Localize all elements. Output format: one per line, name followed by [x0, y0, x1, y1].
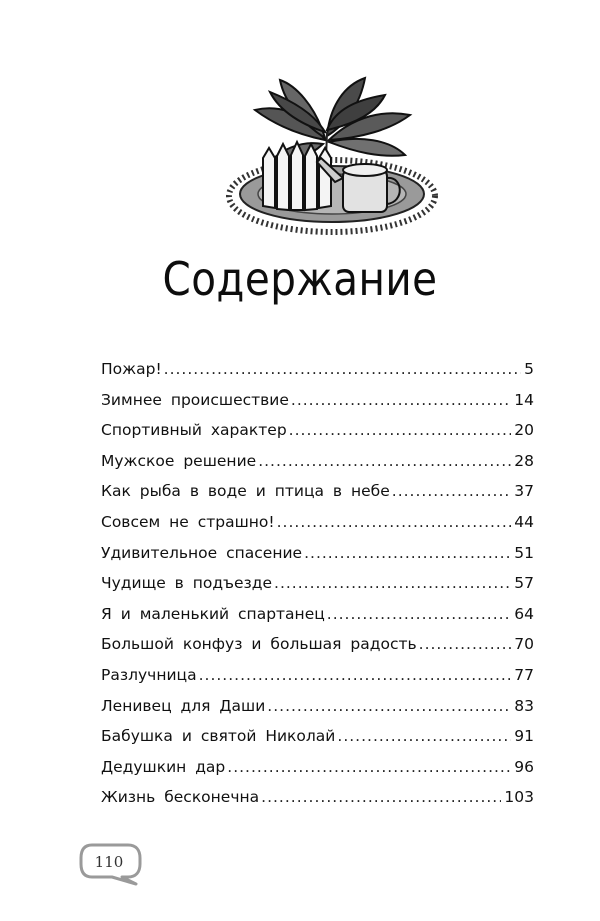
toc-entry[interactable]	[101, 758, 534, 789]
toc-leader-dots	[419, 635, 512, 653]
toc-entry-page: 5	[524, 360, 534, 378]
toc-entry-title: Пожар!	[101, 360, 162, 378]
toc-entry[interactable]	[101, 421, 534, 452]
toc-entry-page: 70	[514, 635, 534, 654]
toc-leader-dots	[258, 452, 511, 470]
toc-entry[interactable]	[101, 666, 534, 697]
toc-entry[interactable]	[101, 727, 534, 758]
toc-entry-page: 77	[514, 665, 534, 684]
toc-entry-page: 103	[504, 788, 534, 807]
toc-leader-dots	[274, 574, 511, 592]
toc-leader-dots	[227, 758, 511, 776]
picket-fence-pot	[263, 142, 331, 210]
toc-entry-page: 44	[514, 512, 534, 531]
toc-entry[interactable]	[101, 635, 534, 666]
toc-entry-title: Мужское решение	[101, 451, 257, 470]
toc-entry-page: 51	[514, 543, 534, 562]
toc-leader-dots	[337, 727, 511, 745]
toc-entry[interactable]	[101, 788, 534, 819]
toc-entry-page: 20	[514, 421, 534, 440]
page-title: Содержание	[162, 252, 438, 306]
toc-entry[interactable]	[101, 452, 534, 483]
toc-leader-dots	[327, 605, 511, 623]
toc-entry-title: Спортивный характер	[101, 421, 287, 440]
toc-entry-title: Совсем не страшно!	[101, 512, 275, 531]
toc-entry-title: Удивительное спасение	[101, 543, 303, 562]
toc-entry-title: Дедушкин дар	[101, 757, 226, 776]
toc-entry-title: Ленивец для Даши	[101, 696, 266, 715]
toc-entry[interactable]	[101, 513, 534, 544]
toc-entry-title: Я и маленький спартанец	[101, 604, 325, 623]
toc-entry-page: 96	[514, 757, 534, 776]
table-of-contents	[101, 360, 534, 819]
toc-entry[interactable]	[101, 482, 534, 513]
toc-leader-dots	[267, 697, 511, 715]
toc-entry[interactable]	[101, 544, 534, 575]
toc-entry-page: 37	[514, 482, 534, 501]
toc-leader-dots	[277, 513, 512, 531]
toc-entry-title: Бабушка и святой Николай	[101, 727, 336, 746]
toc-entry-title: Чудище в подъезде	[101, 574, 273, 593]
toc-leader-dots	[261, 788, 501, 806]
toc-leader-dots	[289, 421, 512, 439]
toc-entry[interactable]	[101, 391, 534, 422]
toc-entry-page: 91	[514, 727, 534, 746]
toc-leader-dots	[164, 360, 521, 378]
toc-entry[interactable]	[101, 574, 534, 605]
toc-entry-page: 28	[514, 451, 534, 470]
toc-leader-dots	[199, 666, 512, 684]
toc-leader-dots	[392, 482, 512, 500]
toc-entry-title: Как рыба в воде и птица в небе	[101, 482, 390, 501]
page-number: 110	[94, 853, 124, 871]
toc-entry-page: 64	[514, 604, 534, 623]
toc-entry[interactable]	[101, 360, 534, 391]
toc-entry-title: Большой конфуз и большая радость	[101, 635, 417, 654]
potted-plant-illustration	[225, 70, 440, 240]
toc-entry-title: Зимнее происшествие	[101, 390, 289, 409]
toc-entry-title: Жизнь бесконечна	[101, 788, 260, 807]
toc-leader-dots	[291, 391, 511, 409]
toc-leader-dots	[304, 544, 511, 562]
toc-entry[interactable]	[101, 697, 534, 728]
toc-entry-page: 14	[514, 390, 534, 409]
toc-entry-title: Разлучница	[101, 665, 197, 684]
toc-entry[interactable]	[101, 605, 534, 636]
toc-entry-page: 83	[514, 696, 534, 715]
toc-entry-page: 57	[514, 574, 534, 593]
